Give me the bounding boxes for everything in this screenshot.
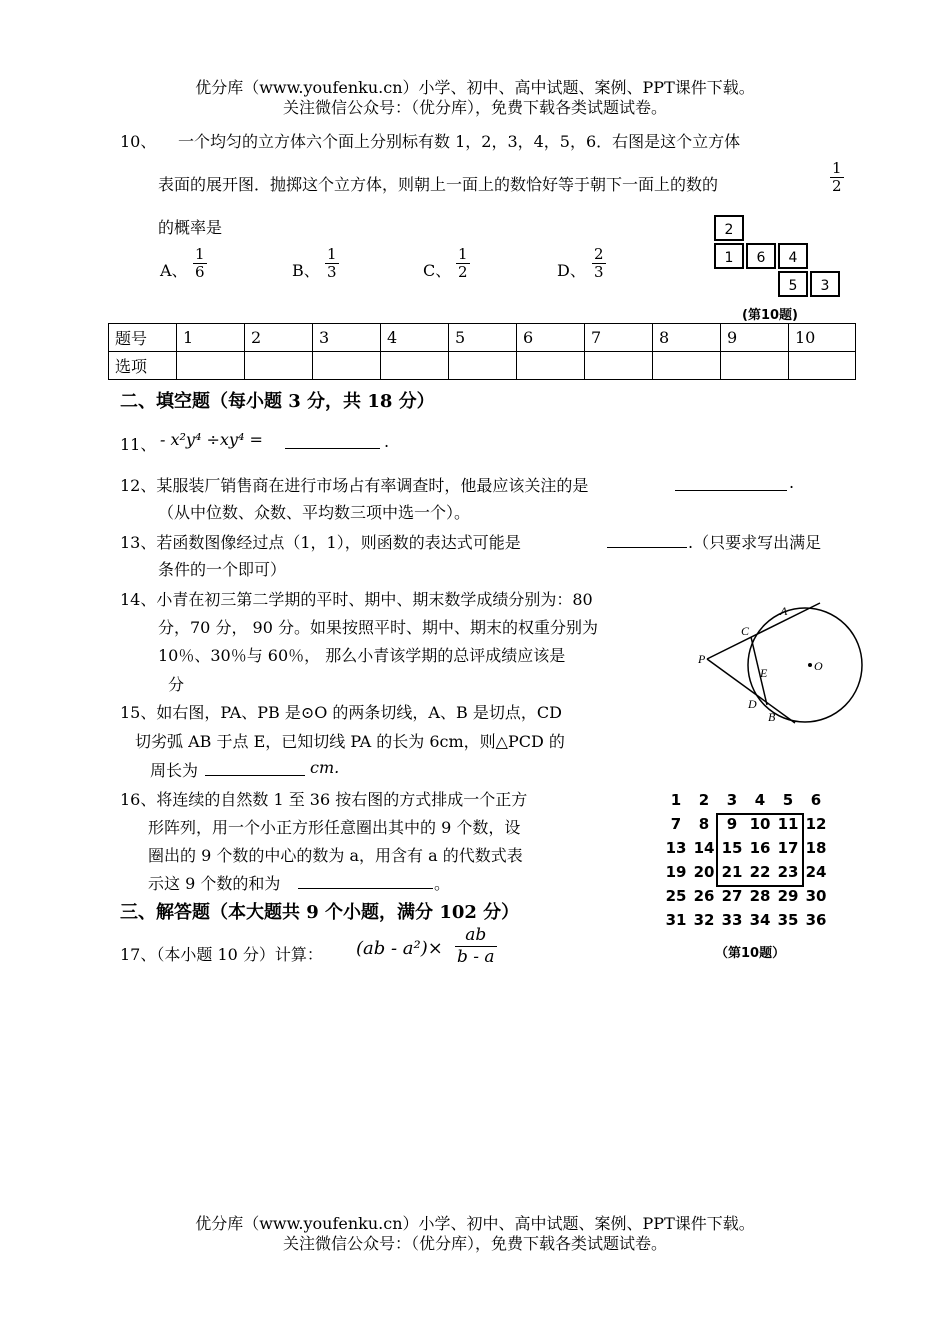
q17-expression: (ab - a²)× bbox=[356, 938, 443, 959]
q10-number: 10、 bbox=[120, 132, 157, 151]
label-d: D bbox=[748, 697, 757, 711]
q10-option-a-label: A、 bbox=[160, 261, 188, 280]
grid-cell: 34 bbox=[749, 911, 771, 929]
label-o: O bbox=[814, 659, 823, 673]
q16-figure-caption: （第10题） bbox=[715, 946, 786, 961]
grid-cell: 36 bbox=[805, 911, 827, 929]
answer-table-number: 5 bbox=[449, 324, 517, 352]
grid-cell: 11 bbox=[777, 815, 799, 833]
q10-option-c-label: C、 bbox=[423, 261, 452, 280]
q10-text-line1: 一个均匀的立方体六个面上分别标有数 1，2，3，4，5，6．右图是这个立方体 bbox=[178, 132, 741, 151]
grid-cell: 30 bbox=[805, 887, 827, 905]
grid-cell: 31 bbox=[665, 911, 687, 929]
page-footer-line1: 优分库（www.youfenku.cn）小学、初中、高中试题、案例、PPT课件下载。 bbox=[195, 1214, 755, 1233]
grid-cell: 28 bbox=[749, 887, 771, 905]
grid-cell: 8 bbox=[698, 815, 710, 833]
answer-table-number: 4 bbox=[381, 324, 449, 352]
q10-option-b-label: B、 bbox=[292, 261, 320, 280]
answer-cell[interactable] bbox=[721, 352, 789, 380]
grid-cell: 6 bbox=[810, 791, 822, 809]
answer-table-label-option: 选项 bbox=[109, 352, 177, 380]
answer-cell[interactable] bbox=[517, 352, 585, 380]
q10-option-c-fraction: $\frac{1}{2}$ bbox=[458, 245, 468, 281]
q16-line3: 圈出的 9 个数的中心的数为 a，用含有 a 的代数式表 bbox=[148, 846, 523, 865]
answer-table-number: 2 bbox=[245, 324, 313, 352]
grid-cell: 22 bbox=[749, 863, 771, 881]
answer-table-number: 6 bbox=[517, 324, 585, 352]
grid-cell: 14 bbox=[693, 839, 715, 857]
q17-fraction: $\frac{ab}{b - a}$ bbox=[457, 925, 495, 967]
net-face-1: 1 bbox=[714, 243, 744, 269]
q16-line4b: 。 bbox=[434, 874, 451, 893]
center-o-dot bbox=[808, 663, 812, 667]
q16-line1: 16、将连续的自然数 1 至 36 按右图的方式排成一个正方 bbox=[120, 790, 528, 809]
q12-line1: 12、某服装厂销售商在进行市场占有率调查时，他最应该关注的是 bbox=[120, 476, 589, 495]
q12-line2: （从中位数、众数、平均数三项中选一个）。 bbox=[158, 503, 471, 522]
grid-cell: 27 bbox=[721, 887, 743, 905]
q13-answer-blank[interactable] bbox=[607, 531, 687, 548]
grid-cell: 13 bbox=[665, 839, 687, 857]
grid-cell: 5 bbox=[782, 791, 794, 809]
q11-expression: - x²y⁴ ÷xy⁴ = bbox=[160, 430, 263, 449]
page-footer-line2: 关注微信公众号：（优分库），免费下载各类试题试卷。 bbox=[282, 1234, 667, 1253]
grid-cell: 1 bbox=[670, 791, 682, 809]
q11-answer-blank[interactable] bbox=[285, 432, 380, 449]
q13-tail: .（只要求写出满足 bbox=[688, 533, 822, 552]
grid-cell: 15 bbox=[721, 839, 743, 857]
tangent-pa bbox=[707, 603, 820, 659]
answer-table-number: 3 bbox=[313, 324, 381, 352]
answer-cell[interactable] bbox=[789, 352, 856, 380]
grid-cell: 21 bbox=[721, 863, 743, 881]
grid-cell: 20 bbox=[693, 863, 715, 881]
q15-line1: 15、如右图，PA、PB 是⊙O 的两条切线，A、B 是切点，CD bbox=[120, 703, 562, 722]
answer-table-number: 8 bbox=[653, 324, 721, 352]
q12-end: . bbox=[789, 473, 795, 492]
q11-number: 11、 bbox=[120, 435, 157, 454]
circle-o bbox=[748, 608, 862, 722]
answer-cell[interactable] bbox=[653, 352, 721, 380]
label-p: P bbox=[698, 652, 706, 666]
label-a: A bbox=[780, 604, 788, 618]
label-e: E bbox=[760, 666, 768, 680]
grid-cell: 4 bbox=[754, 791, 766, 809]
q15-unit: cm. bbox=[310, 758, 340, 777]
net-face-2: 6 bbox=[746, 243, 776, 269]
q14-line4: 分 bbox=[168, 675, 185, 694]
q14-line3: 10％、30％与 60％， 那么小青该学期的总评成绩应该是 bbox=[158, 646, 566, 665]
grid-cell: 10 bbox=[749, 815, 771, 833]
q10-option-b-fraction: $\frac{1}{3}$ bbox=[327, 245, 337, 281]
q10-option-a-fraction: $\frac{1}{6}$ bbox=[195, 245, 205, 281]
label-b: B bbox=[768, 710, 776, 724]
q10-option-d-label: D、 bbox=[557, 261, 586, 280]
net-face-3: 4 bbox=[778, 243, 808, 269]
q12-answer-blank[interactable] bbox=[675, 474, 787, 491]
grid-cell: 3 bbox=[726, 791, 738, 809]
q15-line3a: 周长为 bbox=[150, 761, 199, 780]
section-3-title: 三、解答题（本大题共 9 个小题，满分 102 分） bbox=[120, 902, 520, 923]
tangent-pb bbox=[707, 659, 795, 723]
grid-cell: 33 bbox=[721, 911, 743, 929]
q16-answer-blank[interactable] bbox=[298, 872, 433, 889]
answer-table-label-number: 题号 bbox=[109, 324, 177, 352]
q14-line2: 分，70 分， 90 分。如果按照平时、期中、期末的权重分别为 bbox=[158, 618, 598, 637]
grid-cell: 18 bbox=[805, 839, 827, 857]
q16-line4a: 示这 9 个数的和为 bbox=[148, 874, 281, 893]
page-header-line1: 优分库（www.youfenku.cn）小学、初中、高中试题、案例、PPT课件下载。 bbox=[195, 78, 755, 97]
q10-fraction: $\frac{1}{2}$ bbox=[832, 159, 842, 195]
net-face-5: 3 bbox=[810, 271, 840, 297]
answer-cell[interactable] bbox=[449, 352, 517, 380]
selection-square bbox=[716, 813, 804, 887]
grid-cell: 29 bbox=[777, 887, 799, 905]
answer-cell[interactable] bbox=[177, 352, 245, 380]
grid-cell: 26 bbox=[693, 887, 715, 905]
answer-table-number: 7 bbox=[585, 324, 653, 352]
answer-cell[interactable] bbox=[245, 352, 313, 380]
grid-cell: 2 bbox=[698, 791, 710, 809]
tangent-circle-figure bbox=[695, 595, 870, 730]
grid-cell: 7 bbox=[670, 815, 682, 833]
q10-option-d-fraction: $\frac{2}{3}$ bbox=[594, 245, 604, 281]
grid-cell: 16 bbox=[749, 839, 771, 857]
answer-table-number: 1 bbox=[177, 324, 245, 352]
q10-text-line3: 的概率是 bbox=[158, 218, 223, 237]
grid-cell: 9 bbox=[726, 815, 738, 833]
grid-cell: 24 bbox=[805, 863, 827, 881]
answer-table-number: 9 bbox=[721, 324, 789, 352]
section-2-title: 二、填空题（每小题 3 分，共 18 分） bbox=[120, 391, 435, 412]
page-header-line2: 关注微信公众号：（优分库），免费下载各类试题试卷。 bbox=[282, 98, 667, 117]
q15-answer-blank[interactable] bbox=[205, 759, 305, 776]
grid-cell: 17 bbox=[777, 839, 799, 857]
grid-cell: 25 bbox=[665, 887, 687, 905]
q13-line2: 条件的一个即可） bbox=[158, 560, 287, 579]
q15-line2: 切劣弧 AB 于点 E，已知切线 PA 的长为 6cm，则△PCD 的 bbox=[135, 732, 565, 751]
q10-text-line2: 表面的展开图．抛掷这个立方体，则朝上一面上的数恰好等于朝下一面上的数的 bbox=[158, 175, 719, 194]
q14-line1: 14、小青在初三第二学期的平时、期中、期末数学成绩分别为：80 bbox=[120, 590, 593, 609]
answer-table bbox=[108, 323, 856, 380]
net-face-top: 2 bbox=[714, 215, 744, 241]
q16-line2: 形阵列，用一个小正方形任意圈出其中的 9 个数，设 bbox=[148, 818, 521, 837]
label-c: C bbox=[741, 624, 750, 638]
answer-cell[interactable] bbox=[381, 352, 449, 380]
q11-end: . bbox=[384, 432, 390, 451]
net-face-4: 5 bbox=[778, 271, 808, 297]
answer-table-number: 10 bbox=[789, 324, 856, 352]
q10-figure-caption: (第10题) bbox=[742, 308, 798, 323]
grid-cell: 23 bbox=[777, 863, 799, 881]
grid-cell: 35 bbox=[777, 911, 799, 929]
grid-cell: 19 bbox=[665, 863, 687, 881]
answer-cell[interactable] bbox=[585, 352, 653, 380]
grid-cell: 32 bbox=[693, 911, 715, 929]
q13-line1: 13、若函数图像经过点（1，1），则函数的表达式可能是 bbox=[120, 533, 521, 552]
answer-cell[interactable] bbox=[313, 352, 381, 380]
grid-cell: 12 bbox=[805, 815, 827, 833]
q17-prefix: 17、（本小题 10 分）计算： bbox=[120, 945, 323, 964]
